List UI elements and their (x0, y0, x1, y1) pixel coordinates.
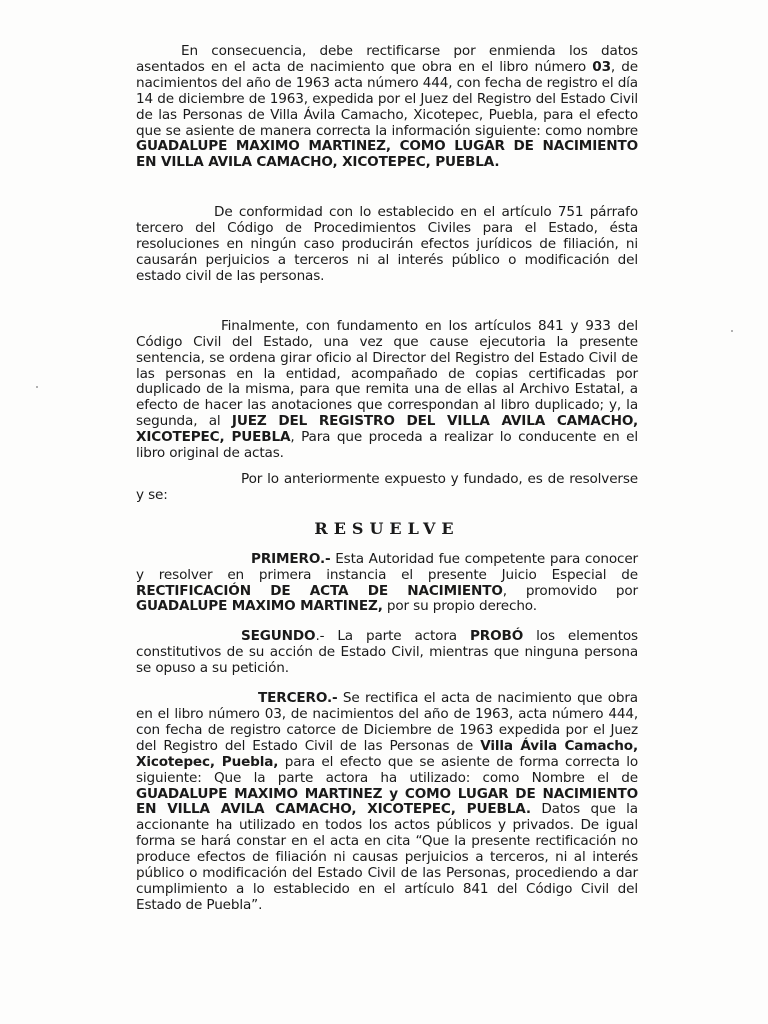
paragraph-finally (136, 319, 638, 462)
p6-probo: PROBÓ (469, 628, 524, 645)
p7-label: TERCERO.- (258, 690, 338, 707)
p6-label: SEGUNDO (241, 628, 316, 645)
paragraph-segundo (136, 629, 638, 677)
p7-text-1: Se rectifica el acta de nacimiento que obra en el libro número 03, de nacimientos del año de 1963, acta número 444, con fecha de registro catorce de Diciembre de 1963 expedida por el Juez del Registro del Estado Civil de las Personas de (136, 690, 638, 754)
p1-text-2: , de nacimientos del año de 1963 acta número 444, con fecha de registro el día 14 de diciembre de 1963 (136, 58, 638, 107)
p7-text-2: para el efecto que se asiente de forma correcta lo siguiente: Que la parte actora ha utilizado: como Nombre el de (136, 753, 638, 786)
paragraph-rectification (136, 44, 638, 171)
scan-speck (731, 330, 733, 332)
p3-text-1: Finalmente, con fundamento en los artículos 841 y 933 del Código Civil del Estado, una vez que cause ejecutoria la presente sentencia, se ordena girar oficio al Director del Registro del Estado Civil de las personas en la entidad, acompañado de copias certificadas por duplicado de la misma, para que remita una de ellas al Archivo Estatal, a efecto de hacer las anotaciones que correspondan al libro duplicado; y, la segunda, al (136, 317, 638, 430)
p1-text-3: , expedida por el Juez del Registro del Estado Civil de las Personas de Villa Ávila Camacho, Xicotepec, Puebla, para el efecto que se asiente de manera correcta la información siguiente: como nombre (136, 90, 638, 139)
document-page (136, 44, 638, 914)
paragraph-primero (136, 552, 638, 616)
p3-judge-name: JUEZ DEL REGISTRO DEL VILLA AVILA CAMACHO, XICOTEPEC, PUEBLA (136, 413, 638, 446)
p1-text-1: En consecuencia, debe rectificarse por enmienda los datos asentados en el acta de nacimiento que obra en el libro número (136, 43, 638, 75)
p6-text-2: los elementos constitutivos de su acción de Estado Civil, mientras que ninguna persona se opuso a su petición. (136, 628, 638, 677)
p5-text-2: , promovido por (502, 582, 638, 599)
p5-text-3: por su propio derecho. (382, 598, 537, 615)
p5-label: PRIMERO.- (251, 550, 331, 567)
p3-text-2: , Para que proceda a realizar lo conducente en el libro original de actas. (136, 429, 638, 462)
paragraph-article-751 (136, 205, 638, 285)
p7-name-and-place: GUADALUPE MAXIMO MARTINEZ y COMO LUGAR DE NACIMIENTO EN VILLA AVILA CAMACHO, XICOTEPEC, PUEBLA. (136, 785, 638, 818)
p4-text-1: Por lo anteriormente expuesto y fundado, es de resolverse y se: (136, 470, 638, 503)
resuelve-heading: RESUELVE (314, 518, 460, 538)
p1-name-and-place: GUADALUPE MAXIMO MARTINEZ, COMO LUGAR DE NACIMIENTO EN VILLA AVILA CAMACHO, XICOTEPEC, PUEBLA. (136, 138, 638, 171)
paragraph-tercero (136, 691, 638, 914)
p7-place: Villa Ávila Camacho, Xicotepec, Puebla, (136, 737, 638, 770)
p2-text-1: De conformidad con lo establecido en el artículo 751 párrafo tercero del Código de Procedimientos Civiles para el Estado, ésta resoluciones en ningún caso producirán efectos jurídicos de filiación, ni causarán perjuicios a terceros ni al interés público o modificación del estado civil de las personas. (136, 204, 638, 284)
p1-book-number: 03 (592, 58, 611, 75)
paragraph-resolution-intro (136, 472, 638, 504)
p5-trial-type: RECTIFICACIÓN DE ACTA DE NACIMIENTO (136, 582, 503, 599)
scan-speck (36, 386, 38, 388)
p5-text-1: Esta Autoridad fue competente para conocer y resolver en primera instancia el presente Juicio Especial de (136, 550, 638, 583)
p6-text-1: .- La parte actora (315, 628, 470, 645)
p5-promovente: GUADALUPE MAXIMO MARTINEZ, (136, 598, 383, 615)
p7-text-3: Datos que la accionante ha utilizado en todos los actos públicos y privados. De igual forma se hará constar en el acta en cita “Que la presente rectificación no produce efectos de filiación ni causas perjuicios a terceros, ni al interés público o modificación del Estado Civil de las Personas, procediendo a dar cumplimiento a lo establecido en el artículo 841 del Código Civil del Estado de Puebla”. (136, 801, 638, 913)
